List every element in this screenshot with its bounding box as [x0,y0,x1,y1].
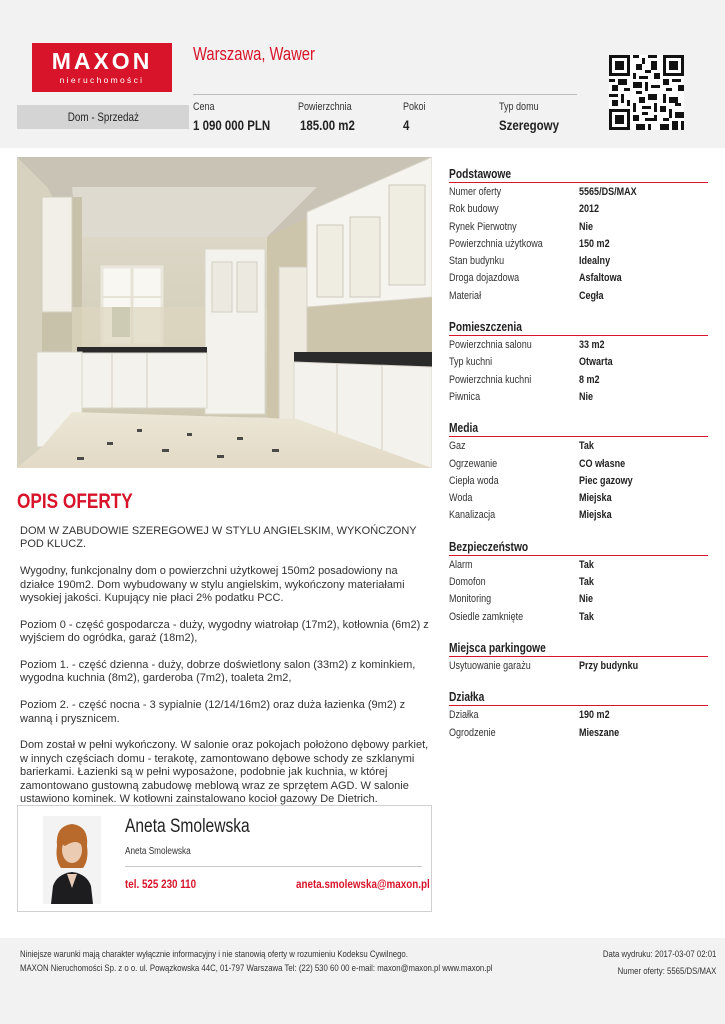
detail-value: 150 m2 [579,237,610,250]
agent-subtitle-text: Aneta Smolewska [125,846,191,857]
agent-phone-link[interactable] [125,877,212,891]
detail-row [449,725,708,742]
section-gap [449,305,708,319]
agent-email-text: aneta.smolewska@maxon.pl [296,877,430,891]
detail-value: CO własne [579,457,626,470]
description-paragraph: Poziom 1. - część dzienna - duży, dobrze doświetlony salon (33m2) z kominkiem, wygodna kuchnia (8m2), garderoba (7m2), toaleta 2m2, [20,659,416,685]
detail-value: Tak [579,576,594,589]
section-divider [449,705,708,706]
detail-value: Przy budynku [579,659,639,672]
detail-value: 33 m2 [579,339,605,352]
detail-row [449,456,708,473]
section-gap [449,626,708,640]
detail-value: Cegła [579,289,604,302]
detail-label: Powierzchnia salonu [449,339,532,352]
detail-label: Alarm [449,558,473,571]
detail-label: Woda [449,492,473,505]
description-title [17,490,158,514]
maxon-logo[interactable] [32,43,172,92]
description-paragraph: Wygodny, funkcjonalny dom o powierzchni użytkowej 150m2 posadowiony na działce 190m2. Dom wybudowany w stylu angielskim, wykończony materiałami wysokiej jakości. Kupujący nie płaci 2% podatku PCC. [20,565,405,605]
price-label-text: Cena [193,101,215,113]
detail-row [449,707,708,724]
section-gap [449,406,708,420]
detail-row [449,557,708,574]
area-label-text: Powierzchnia [298,101,352,113]
section-title [449,319,708,335]
detail-label: Powierzchnia użytkowa [449,237,543,250]
footer-disclaimer-text: Niniejsze warunki mają charakter wyłącznie informacyjny i nie stanowią oferty w rozumieniu Kodeksu Cywilnego. [20,949,408,960]
section-divider [449,436,708,437]
price-label [193,101,219,113]
detail-label: Ciepła woda [449,474,499,487]
rooms-value-text: 4 [403,117,410,133]
description-body [20,525,432,820]
detail-row [449,253,708,270]
detail-row [449,507,708,524]
footer-company-text: MAXON Nieruchomości Sp. z o o. ul. Powązkowska 44C, 01-797 Warszawa Tel: (22) 530 60 00 e-mail: maxon@maxon.pl www.maxon.pl [20,963,493,974]
rooms-label-text: Pokoi [403,101,426,113]
detail-label: Usytuowanie garażu [449,659,531,672]
detail-label: Numer oferty [449,186,502,198]
detail-label: Ogrzewanie [449,457,498,470]
footer-issue-date-text: Data wydruku: 2017-03-07 02:01 [602,949,716,960]
detail-row [449,574,708,591]
description-paragraph: Poziom 0 - część gospodarcza - duży, wygodny wiatrołap (17m2), kotłownia (6m2) z wyjściem do ogródka, garaż (18m2), [20,618,429,645]
detail-label: Powierzchnia kuchni [449,373,532,386]
detail-value: Asfaltowa [579,272,622,285]
agent-divider [125,866,422,867]
detail-row [449,591,708,608]
detail-row [449,490,708,507]
header-divider [193,94,577,95]
detail-row [449,389,708,406]
detail-value: Piec gazowy [579,474,633,487]
section-title [449,689,708,705]
location-text: Warszawa, Wawer [193,44,315,64]
agent-phone-text: tel. 525 230 110 [125,877,197,891]
detail-value: Tak [579,558,594,571]
detail-value: 190 m2 [579,709,610,722]
area-value-text: 185.00 m2 [300,117,355,133]
detail-value: Nie [579,220,594,233]
detail-value: Miejska [579,509,612,522]
detail-value: Tak [579,440,594,453]
detail-value: Nie [579,593,594,606]
property-photo[interactable] [17,157,432,468]
detail-row [449,236,708,253]
detail-label: Kanalizacja [449,509,496,522]
detail-value: Miejska [579,492,612,505]
description-paragraph: Dom został w pełni wykończony. W salonie oraz pokojach położono dębowy parkiet, w innych częściach domu - terakotę, zamontowano dębowe schody ze szklanymi barierkami. Łazienki są w pełni wyposażone, podobnie jak kuchnia, w której zamontowano gustowną zabudowę meblową wraz ze sprzętem AGD. W salonie ustawiono kominek. W kotłowni zainstalowano kocioł gazowy De Dietrich. [20,739,429,806]
rooms-label [403,101,431,113]
description-title-text: OPIS OFERTY [17,490,133,513]
detail-label: Rynek Pierwotny [449,220,517,233]
agent-card [17,805,432,912]
detail-row [449,337,708,354]
area-label [298,101,363,113]
detail-row [449,201,708,218]
deal-type-text: Dom - Sprzedaż [67,110,139,124]
house-type-value-text: Szeregowy [499,117,559,133]
footer-offer-number-text: Numer oferty: 5565/DS/MAX [617,966,716,977]
section-divider [449,335,708,336]
detail-row [449,219,708,236]
detail-label: Działka [449,709,479,722]
logo-main-text: MAXON [51,48,153,74]
detail-label: Stan budynku [449,255,505,268]
detail-value: 8 m2 [579,373,600,386]
details-panel [449,166,708,742]
detail-value: Mieszane [579,726,620,739]
detail-row [449,270,708,287]
footer-offer-number [596,966,716,977]
detail-row [449,184,708,201]
section-gap [449,525,708,539]
price-value-text: 1 090 000 PLN [193,117,271,133]
house-type-value [499,117,572,133]
footer-disclaimer [20,949,493,960]
rooms-value [403,117,411,133]
deal-type-badge [17,105,189,129]
section-title-text: Podstawowe [449,167,512,181]
detail-label: Domofon [449,576,486,589]
footer [0,938,725,1024]
section-title-text: Działka [449,690,485,705]
section-gap [449,675,708,689]
detail-label: Gaz [449,440,466,453]
location-title [193,44,342,65]
detail-row [449,609,708,626]
description-paragraph: DOM W ZABUDOWIE SZEREGOWEJ W STYLU ANGIELSKIM, WYKOŃCZONY POD KLUCZ. [20,525,417,551]
detail-label: Monitoring [449,593,492,606]
detail-row [449,372,708,389]
section-title-text: Media [449,421,479,436]
detail-row [449,473,708,490]
section-title [449,640,708,656]
section-title [449,539,708,555]
qr-code-icon[interactable] [609,55,684,130]
detail-value: Nie [579,390,594,403]
logo-sub-text: nieruchomości [59,75,145,85]
header [0,0,725,148]
price-value [193,117,287,133]
house-type-label-text: Typ domu [499,101,539,113]
section-divider [449,656,708,657]
section-title [449,420,708,436]
detail-value: Idealny [579,255,611,268]
section-title-text: Miejsca parkingowe [449,640,546,655]
detail-label: Osiedle zamknięte [449,610,524,623]
agent-avatar [43,816,101,904]
detail-row [449,288,708,305]
description-paragraph: Poziom 2. - część nocna - 3 sypialnie (12/14/16m2) oraz duża łazienka (9m2) z wanną i prysznicem. [20,699,406,725]
detail-label: Piwnica [449,390,481,403]
detail-row [449,354,708,371]
detail-label: Rok budowy [449,203,499,216]
agent-subtitle [125,846,205,857]
detail-label: Droga dojazdowa [449,272,520,285]
detail-value: Tak [579,610,594,623]
detail-row [449,658,708,675]
section-title-text: Pomieszczenia [449,320,522,335]
detail-label: Ogrodzenie [449,726,496,739]
footer-issue-date [578,949,716,960]
section-divider [449,555,708,556]
detail-value: 2012 [579,203,600,216]
agent-name-text: Aneta Smolewska [125,816,250,837]
detail-label: Materiał [449,289,482,302]
detail-label: Typ kuchni [449,356,493,369]
agent-email-link[interactable] [296,877,459,891]
section-divider [449,182,708,183]
detail-value: 5565/DS/MAX [579,186,637,198]
section-title [449,166,708,182]
detail-value: Otwarta [579,356,613,369]
house-type-label [499,101,547,113]
area-value [300,117,367,133]
footer-company [20,963,596,974]
section-title-text: Bezpieczeństwo [449,539,529,554]
detail-row [449,438,708,455]
agent-name [125,816,277,838]
